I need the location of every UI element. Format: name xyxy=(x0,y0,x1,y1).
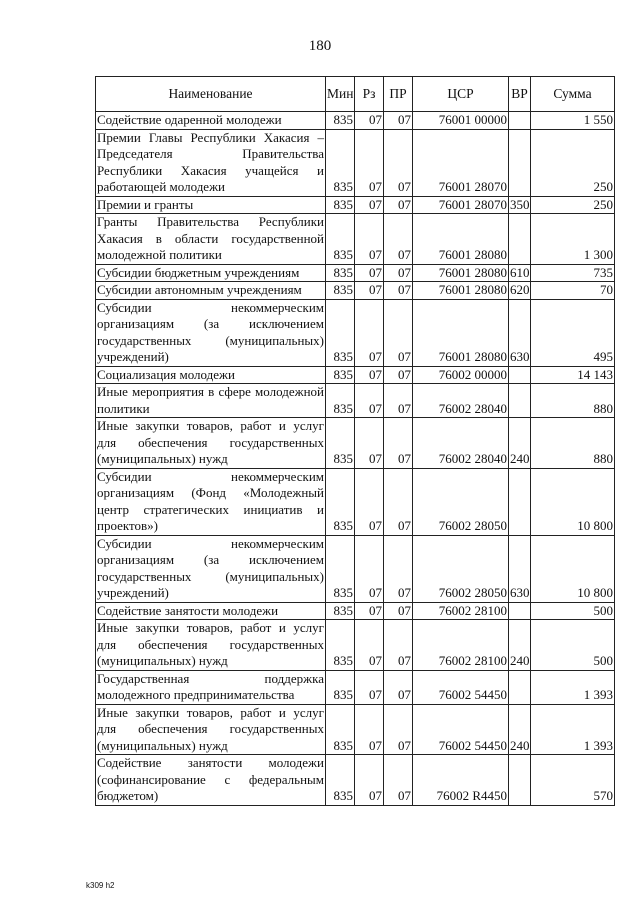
row-sum-cell: 500 xyxy=(531,620,615,671)
row-sum-cell: 880 xyxy=(531,418,615,469)
row-vr-cell xyxy=(509,129,531,196)
row-min-cell: 835 xyxy=(326,299,355,366)
row-sum-cell: 10 800 xyxy=(531,468,615,535)
row-pr-cell: 07 xyxy=(384,129,413,196)
row-sum-cell: 14 143 xyxy=(531,366,615,384)
row-name-cell: Гранты Правительства Республики Хакасия в области государственной молодежной политики xyxy=(97,214,324,262)
row-pr-cell: 07 xyxy=(384,670,413,704)
row-csr-cell: 76001 28080 xyxy=(413,282,509,300)
row-name-cell: Содействие занятости молодежи (софинансирование с федеральным бюджетом) xyxy=(97,755,324,803)
row-pr-cell: 07 xyxy=(384,755,413,806)
row-name-cell: Содействие занятости молодежи xyxy=(96,602,326,620)
row-rz-cell: 07 xyxy=(355,366,384,384)
row-min-cell: 835 xyxy=(326,755,355,806)
row-csr-cell: 76001 28080 xyxy=(413,264,509,282)
row-sum-cell: 500 xyxy=(531,602,615,620)
header-csr: ЦСР xyxy=(413,77,509,112)
row-pr-cell: 07 xyxy=(384,704,413,755)
row-csr-cell: 76002 00000 xyxy=(413,366,509,384)
table-row xyxy=(96,418,615,469)
row-name-cell: Субсидии некоммерческим организациям (за исключением государственных (муниципальных) учреждений) xyxy=(97,535,324,600)
table-header xyxy=(96,77,615,112)
row-csr-cell: 76002 28050 xyxy=(413,468,509,535)
row-rz-cell: 07 xyxy=(355,384,384,418)
table-row xyxy=(96,264,615,282)
row-name-cell: Иные мероприятия в сфере молодежной политики xyxy=(97,384,324,416)
row-vr-cell xyxy=(509,112,531,130)
row-vr-cell: 620 xyxy=(510,282,530,297)
row-vr-cell: 240 xyxy=(509,620,531,671)
row-sum-cell: 70 xyxy=(531,282,615,300)
row-min-cell: 835 xyxy=(326,602,355,620)
row-name-cell: Субсидии некоммерческим организациям (Фонд «Молодежный центр стратегических инициатив и проектов») xyxy=(97,468,324,533)
row-sum-cell: 1 393 xyxy=(531,704,615,755)
row-pr-cell: 07 xyxy=(384,112,413,130)
row-name-cell: Премии Главы Республики Хакасия – Председателя Правительства Республики Хакасия учащейся и работающей молодежи xyxy=(97,129,324,194)
header-vr: ВР xyxy=(509,77,531,112)
row-vr-cell: 240 xyxy=(509,704,531,755)
row-pr-cell: 07 xyxy=(384,468,413,535)
footer-code: k309 h2 xyxy=(86,881,115,890)
row-min-cell: 835 xyxy=(326,468,355,535)
header-name: Наименование xyxy=(96,77,326,112)
row-vr-cell: 350 xyxy=(510,196,530,212)
row-sum-cell: 250 xyxy=(531,196,615,214)
row-rz-cell: 07 xyxy=(355,468,384,535)
row-sum-cell: 735 xyxy=(531,264,615,282)
row-csr-cell: 76002 28040 xyxy=(413,418,509,469)
row-name-cell: Содействие одаренной молодежи xyxy=(96,112,326,130)
row-name-cell: Субсидии бюджетным учреждениям xyxy=(96,264,326,282)
header-min: Мин xyxy=(326,77,355,112)
table-row xyxy=(96,366,615,384)
row-sum-cell: 570 xyxy=(531,755,615,806)
row-name-cell: Социализация молодежи xyxy=(96,366,326,384)
page-number: 180 xyxy=(308,38,332,54)
row-pr-cell: 07 xyxy=(384,196,413,214)
table-row xyxy=(96,196,615,214)
row-min-cell: 835 xyxy=(326,535,355,602)
row-csr-cell: 76002 R4450 xyxy=(413,755,509,806)
row-csr-cell: 76002 28040 xyxy=(413,384,509,418)
budget-table xyxy=(95,76,615,806)
row-csr-cell: 76002 28100 xyxy=(413,620,509,671)
row-min-cell: 835 xyxy=(326,129,355,196)
row-name-cell: Субсидии автономным учреждениям xyxy=(96,282,326,300)
row-vr-cell: 630 xyxy=(509,535,531,602)
header-pr: ПР xyxy=(384,77,413,112)
row-vr-cell: 240 xyxy=(509,418,531,469)
row-min-cell: 835 xyxy=(326,214,355,265)
row-vr-cell xyxy=(509,468,531,535)
row-vr-cell xyxy=(509,755,531,806)
row-csr-cell: 76002 28100 xyxy=(413,602,509,620)
row-pr-cell: 07 xyxy=(384,366,413,384)
row-pr-cell: 07 xyxy=(384,299,413,366)
row-vr-cell: 610 xyxy=(510,264,530,280)
header-sum: Сумма xyxy=(531,77,615,112)
row-rz-cell: 07 xyxy=(355,129,384,196)
table-row xyxy=(96,602,615,620)
row-min-cell: 835 xyxy=(326,384,355,418)
row-min-cell: 835 xyxy=(326,282,355,300)
row-sum-cell: 495 xyxy=(531,299,615,366)
row-rz-cell: 07 xyxy=(355,264,384,282)
row-pr-cell: 07 xyxy=(384,535,413,602)
row-rz-cell: 07 xyxy=(355,299,384,366)
row-rz-cell: 07 xyxy=(355,418,384,469)
row-vr-cell xyxy=(509,214,531,265)
row-sum-cell: 10 800 xyxy=(531,535,615,602)
row-min-cell: 835 xyxy=(326,418,355,469)
table-row xyxy=(96,282,615,300)
table-row xyxy=(96,214,615,265)
row-vr-cell xyxy=(509,602,531,620)
row-min-cell: 835 xyxy=(326,196,355,214)
row-min-cell: 835 xyxy=(326,264,355,282)
row-rz-cell: 07 xyxy=(355,704,384,755)
row-name-cell: Иные закупки товаров, работ и услуг для обеспечения государственных (муниципальных) нужд xyxy=(97,418,324,466)
row-sum-cell: 1 550 xyxy=(531,112,615,130)
row-rz-cell: 07 xyxy=(355,282,384,300)
row-sum-cell: 1 300 xyxy=(531,214,615,265)
row-csr-cell: 76001 28070 xyxy=(413,196,509,214)
row-min-cell: 835 xyxy=(326,620,355,671)
row-csr-cell: 76002 28050 xyxy=(413,535,509,602)
row-rz-cell: 07 xyxy=(355,112,384,130)
row-vr-cell xyxy=(509,384,531,418)
row-pr-cell: 07 xyxy=(384,214,413,265)
row-rz-cell: 07 xyxy=(355,755,384,806)
table-row xyxy=(96,704,615,755)
row-rz-cell: 07 xyxy=(355,670,384,704)
row-name-cell: Государственная поддержка молодежного предпринимательства xyxy=(97,670,324,702)
row-vr-cell xyxy=(509,670,531,704)
row-csr-cell: 76001 28080 xyxy=(413,214,509,265)
row-pr-cell: 07 xyxy=(384,264,413,282)
row-sum-cell: 1 393 xyxy=(531,670,615,704)
row-rz-cell: 07 xyxy=(355,196,384,214)
table-row xyxy=(96,299,615,366)
row-vr-cell xyxy=(509,366,531,384)
row-pr-cell: 07 xyxy=(384,384,413,418)
row-csr-cell: 76001 00000 xyxy=(413,112,509,130)
table-row xyxy=(96,620,615,671)
row-rz-cell: 07 xyxy=(355,535,384,602)
row-min-cell: 835 xyxy=(326,704,355,755)
row-min-cell: 835 xyxy=(326,366,355,384)
row-min-cell: 835 xyxy=(326,670,355,704)
table-row xyxy=(96,384,615,418)
row-name-cell: Субсидии некоммерческим организациям (за исключением государственных (муниципальных) учреждений) xyxy=(97,299,324,364)
row-min-cell: 835 xyxy=(326,112,355,130)
row-pr-cell: 07 xyxy=(384,602,413,620)
table-row xyxy=(96,129,615,196)
table-row xyxy=(96,535,615,602)
table-row xyxy=(96,112,615,130)
row-name-cell: Иные закупки товаров, работ и услуг для обеспечения государственных (муниципальных) нужд xyxy=(97,620,324,668)
row-name-cell: Премии и гранты xyxy=(96,196,326,214)
row-pr-cell: 07 xyxy=(384,418,413,469)
row-rz-cell: 07 xyxy=(355,602,384,620)
row-csr-cell: 76002 54450 xyxy=(413,704,509,755)
row-rz-cell: 07 xyxy=(355,214,384,265)
row-sum-cell: 880 xyxy=(531,384,615,418)
table-row xyxy=(96,755,615,806)
table-row xyxy=(96,468,615,535)
row-csr-cell: 76001 28080 xyxy=(413,299,509,366)
row-csr-cell: 76002 54450 xyxy=(413,670,509,704)
row-csr-cell: 76001 28070 xyxy=(413,129,509,196)
table-body xyxy=(96,112,615,806)
row-name-cell: Иные закупки товаров, работ и услуг для обеспечения государственных (муниципальных) нужд xyxy=(97,704,324,753)
row-pr-cell: 07 xyxy=(384,282,413,300)
row-pr-cell: 07 xyxy=(384,620,413,671)
row-rz-cell: 07 xyxy=(355,620,384,671)
header-rz: Рз xyxy=(355,77,384,112)
table-row xyxy=(96,670,615,704)
row-vr-cell: 630 xyxy=(509,299,531,366)
row-sum-cell: 250 xyxy=(531,129,615,196)
header-row xyxy=(96,77,615,112)
